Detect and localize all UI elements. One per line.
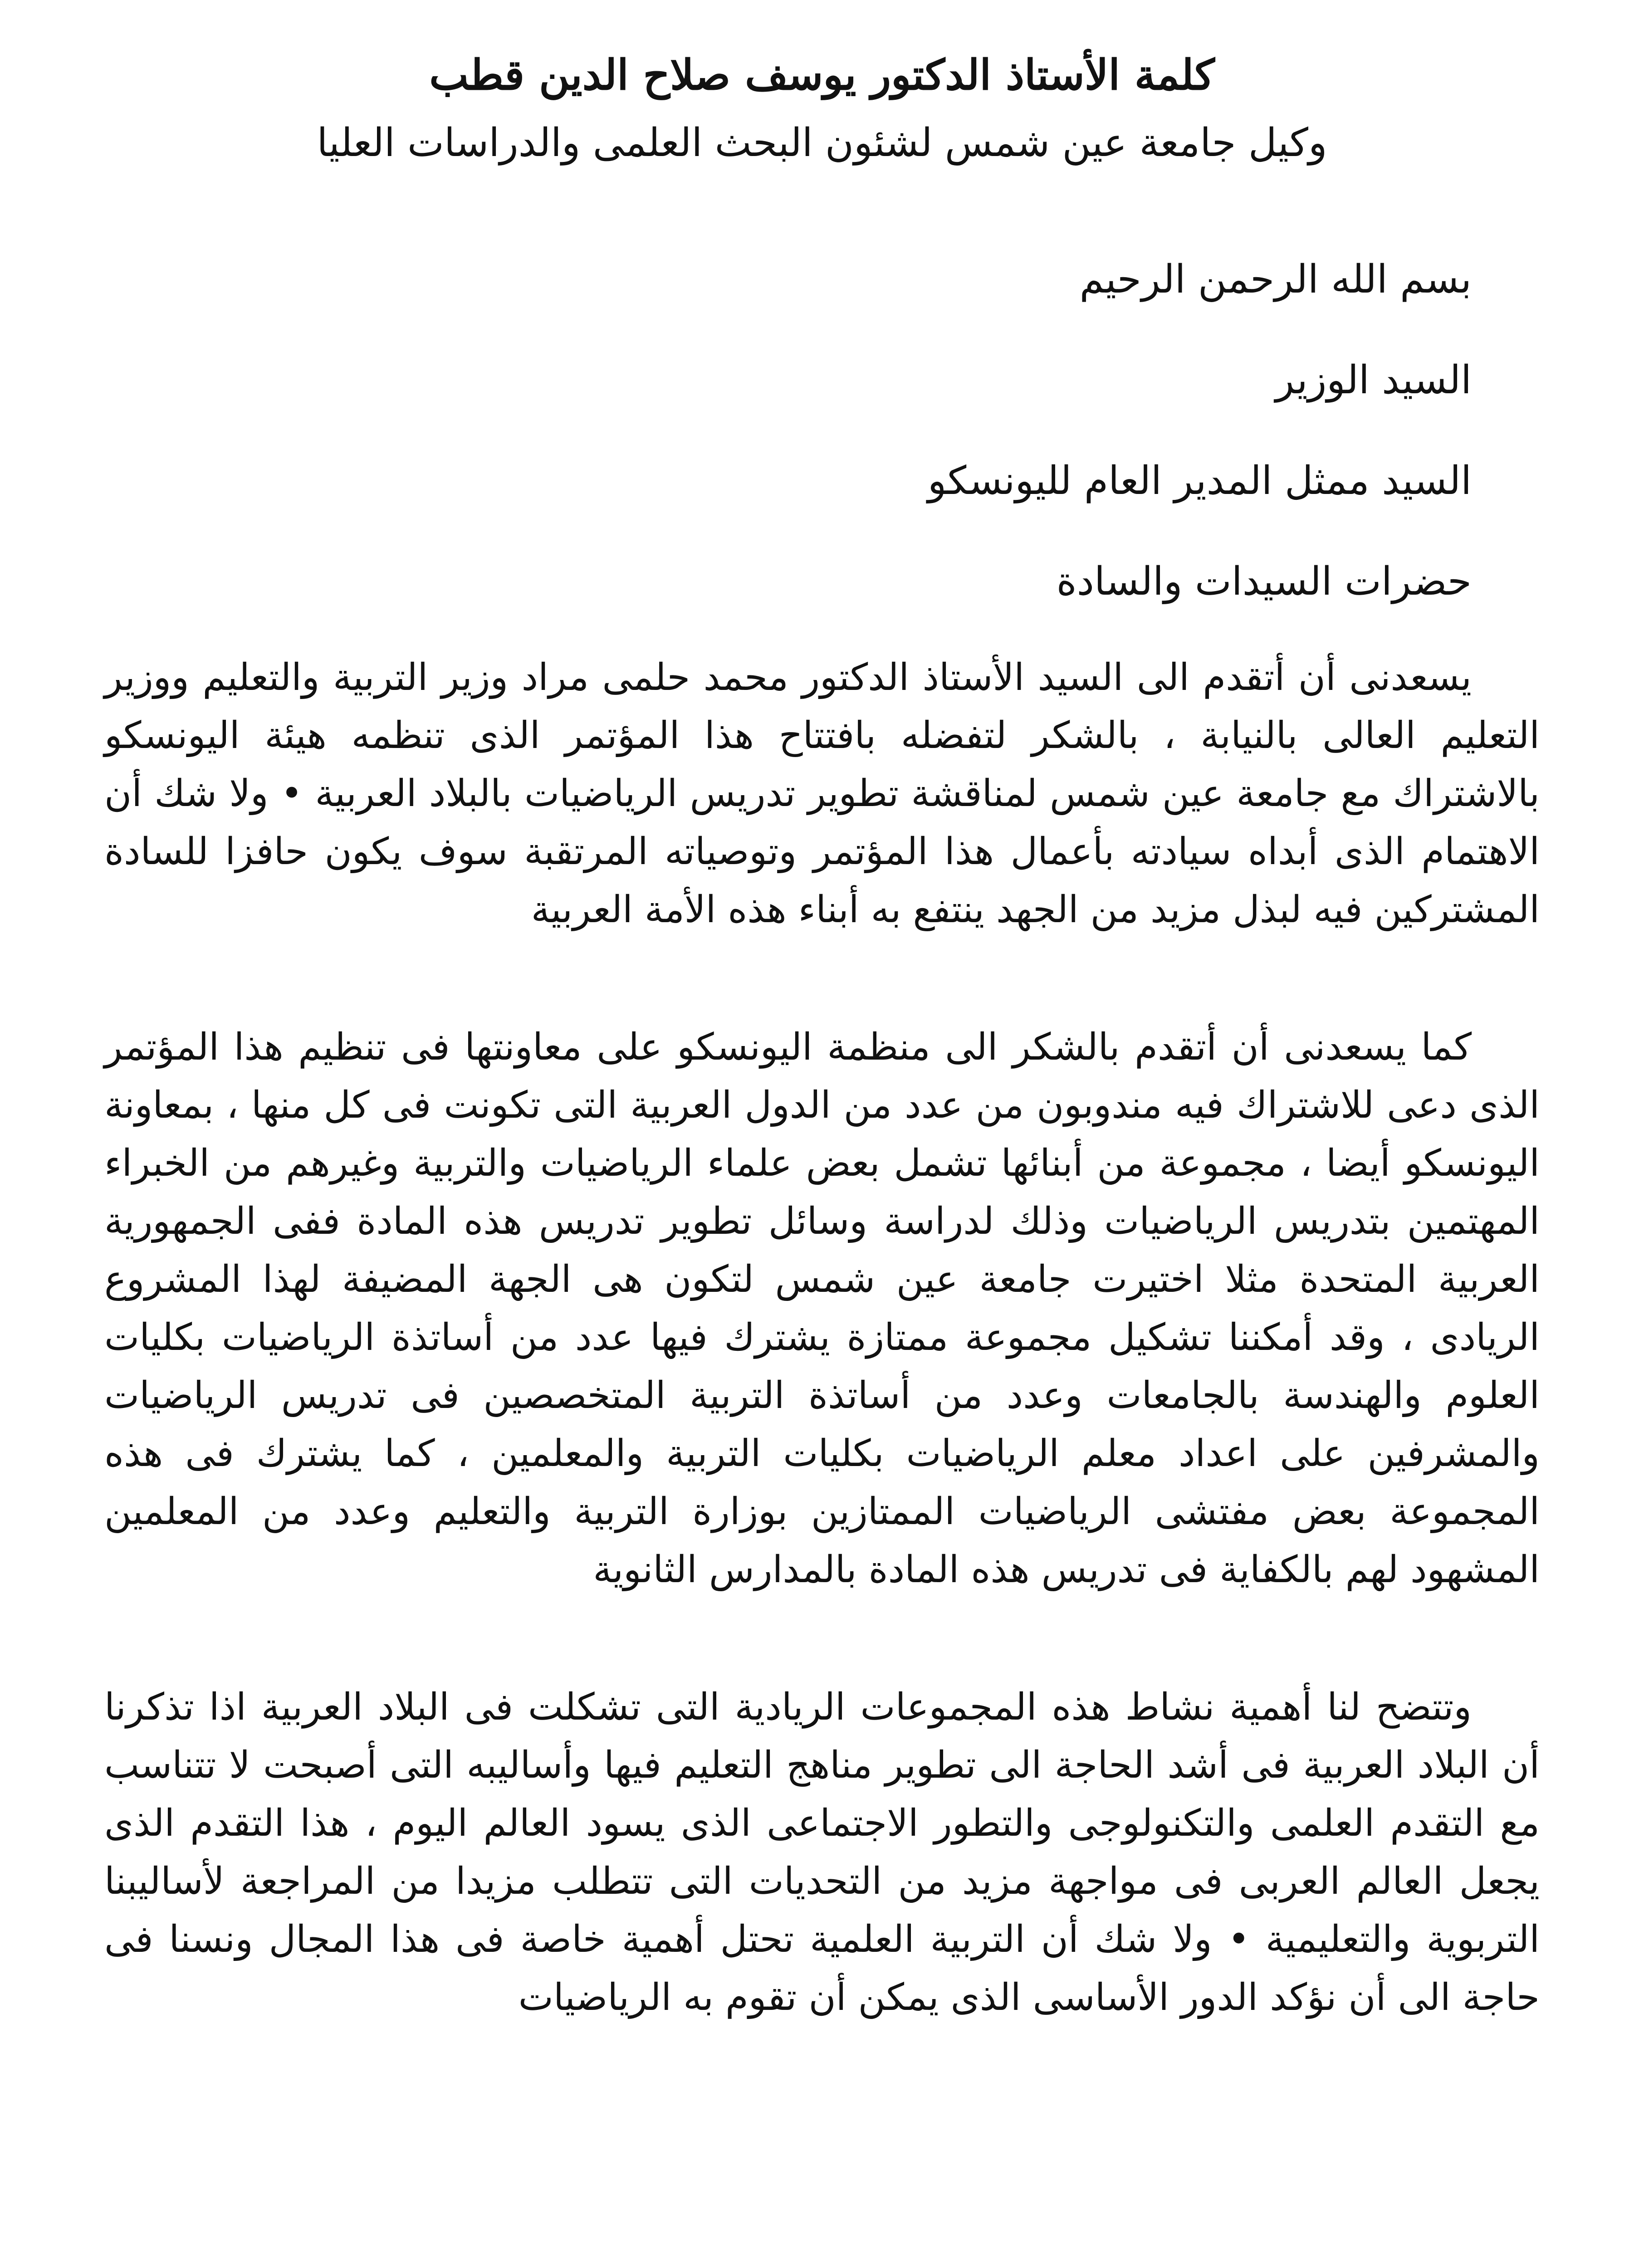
- salutation-audience: حضرات السيدات والسادة: [1056, 559, 1472, 604]
- salutations-block: [156, 254, 1472, 657]
- paragraph-1: يسعدنى أن أتقدم الى السيد الأستاذ الدكتور محمد حلمى مراد وزير التربية والتعليم ووزير التعليم العالى بالنيابة ، بالشكر لتفضله بافتتاح هذا المؤتمر الذى تنظمه هيئة اليونسكو بالاشتراك مع جامعة عين شمس لمناقشة تطوير تدريس الرياضيات بالبلاد العربية • ولا شك أن الاهتمام الذى أبداه سيادته بأعمال هذا المؤتمر وتوصياته المرتقبة سوف يكون حافزا للسادة المشتركين فيه لبذل مزيد من الجهد ينتفع به أبناء هذه الأمة العربية: [104, 656, 1540, 931]
- salutation-unesco-representative: السيد ممثل المدير العام لليونسكو: [927, 458, 1472, 503]
- speaker-position: وكيل جامعة عين شمس لشئون البحث العلمى والدراسات العليا: [317, 120, 1327, 166]
- basmala: بسم الله الرحمن الرحيم: [1079, 257, 1472, 302]
- speech-header: [91, 41, 1553, 177]
- speech-title: كلمة الأستاذ الدكتور يوسف صلاح الدين قطب: [429, 50, 1215, 99]
- speech-body: [104, 649, 1540, 2027]
- salutation-minister: السيد الوزير: [1275, 357, 1472, 403]
- paragraph-2: كما يسعدنى أن أتقدم بالشكر الى منظمة اليونسكو على معاونتها فى تنظيم هذا المؤتمر الذى دعى للاشتراك فيه مندوبون من عدد من الدول العربية التى تكونت فى كل منها ، بمعاونة اليونسكو أيضا ، مجموعة من أبنائها تشمل بعض علماء الرياضيات والتربية وغيرهم من الخبراء المهتمين بتدريس الرياضيات وذلك لدراسة وسائل تطوير تدريس هذه المادة ففى الجمهورية العربية المتحدة مثلا اختيرت جامعة عين شمس لتكون هى الجهة المضيفة لهذا المشروع الريادى ، وقد أمكننا تشكيل مجموعة ممتازة يشترك فيها عدد من أساتذة الرياضيات بكليات العلوم والهندسة بالجامعات وعدد من أساتذة التربية المتخصصين فى تدريس الرياضيات والمشرفين على اعداد معلم الرياضيات بكليات التربية والمعلمين ، كما يشترك فى هذه المجموعة بعض مفتشى الرياضيات الممتازين بوزارة التربية والتعليم وعدد من المعلمين المشهود لهم بالكفاية فى تدريس هذه المادة بالمدارس الثانوية: [104, 1026, 1540, 1591]
- paragraph-3: وتتضح لنا أهمية نشاط هذه المجموعات الريادية التى تشكلت فى البلاد العربية اذا تذكرنا أن البلاد العربية فى أشد الحاجة الى تطوير مناهج التعليم فيها وأساليبه التى أصبحت لا تتناسب مع التقدم العلمى والتكنولوجى والتطور الاجتماعى الذى يسود العالم اليوم ، هذا التقدم الذى يجعل العالم العربى فى مواجهة مزيد من التحديات التى تتطلب مزيدا من المراجعة لأساليبنا التربوية والتعليمية • ولا شك أن التربية العلمية تحتل أهمية خاصة فى هذا المجال ونسنا فى حاجة الى أن نؤكد الدور الأساسى الذى يمكن أن تقوم به الرياضيات: [104, 1686, 1540, 2019]
